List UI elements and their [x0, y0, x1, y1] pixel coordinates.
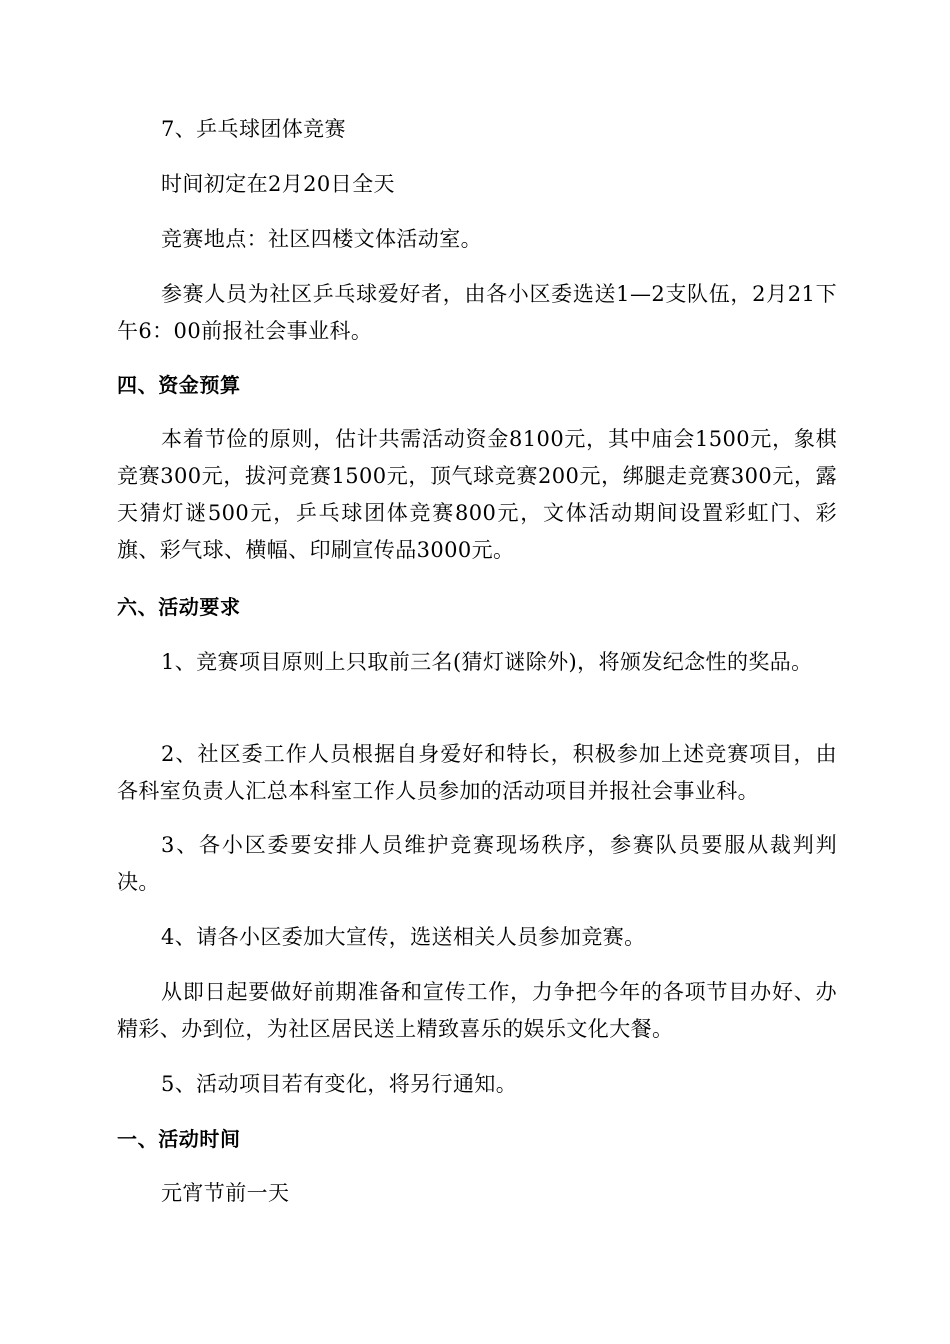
heading-budget: 四、资金预算	[117, 373, 241, 397]
paragraph-requirement-1: 1、竞赛项目原则上只取前三名(猜灯谜除外)，将颁发纪念性的奖品。	[161, 650, 813, 674]
paragraph-preparation: 从即日起要做好前期准备和宣传工作，力争把今年的各项节目办好、办精彩、办到位，为社区居民送上精致喜乐的娱乐文化大餐。	[117, 980, 837, 1041]
paragraph-requirement-5: 5、活动项目若有变化，将另行通知。	[161, 1072, 518, 1096]
paragraph-requirement-4: 4、请各小区委加大宣传，选送相关人员参加竞赛。	[161, 925, 646, 949]
paragraph-activity-date: 元宵节前一天	[161, 1181, 290, 1205]
paragraph-requirement-2: 2、社区委工作人员根据自身爱好和特长，积极参加上述竞赛项目，由各科室负责人汇总本科室工作人员参加的活动项目并报社会事业科。	[117, 742, 837, 803]
paragraph-time: 时间初定在2月20日全天	[161, 172, 395, 196]
paragraph-location: 竞赛地点：社区四楼文体活动室。	[161, 227, 482, 251]
paragraph-budget: 本着节俭的原则，估计共需活动资金8100元，其中庙会1500元，象棋竞赛300元，拔河竞赛1500元，顶气球竞赛200元，绑腿走竞赛300元，露天猜灯谜500元，乒乓球团体竞赛800元，文体活动期间设置彩虹门、彩旗、彩气球、横幅、印刷宣传品3000元。	[117, 427, 837, 562]
heading-requirements: 六、活动要求	[117, 595, 241, 619]
paragraph-item-7-title: 7、乒乓球团体竞赛	[161, 117, 346, 141]
paragraph-participants: 参赛人员为社区乒乓球爱好者，由各小区委选送1—2支队伍，2月21下午6：00前报社会事业科。	[117, 282, 837, 343]
paragraph-requirement-3: 3、各小区委要安排人员维护竞赛现场秩序，参赛队员要服从裁判判决。	[117, 833, 837, 894]
heading-activity-time: 一、活动时间	[117, 1127, 241, 1151]
